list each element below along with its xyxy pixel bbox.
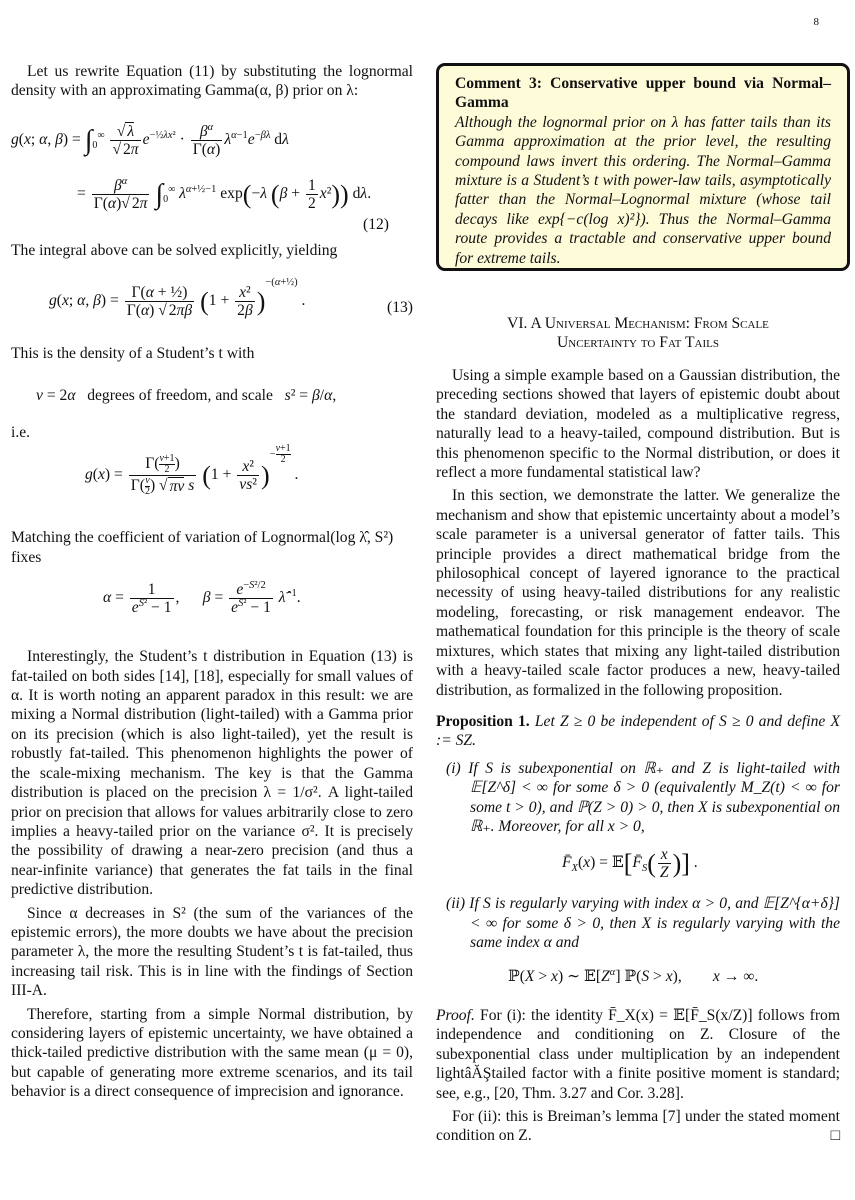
proof-text-2: For (ii): this is Breiman’s lemma [7] under the stated moment condition on Z. (436, 1108, 840, 1145)
proof-paragraph-1 (436, 1006, 840, 1103)
left-column (11, 62, 413, 1102)
comment-title: Comment 3: Conservative upper bound via Normal–Gamma (455, 75, 831, 112)
matching-sentence: Matching the coefficient of variation of Lognormal(log λ̂, S²) fixes (11, 529, 394, 566)
proof-text-1: For (i): the identity F̄_X(x) = 𝔼[F̄_S(x/Z)] follows from independence and conditioning on Z. Closure of the subexponential class under multiplication by an independent lightâĂŞtailed factor with a finite positive moment is standard; see, e.g., [20, Thm. 3.27 and Cor. 3.28]. (436, 1006, 840, 1102)
breiman-equation: ℙ(X > x) ∼ $𝔼[Z^\alpha]$ ℙ(S > x), x → ∞. (508, 966, 759, 985)
dof-equation: ν = 2α degrees of freedom, and scale s² = β/α, (36, 386, 337, 404)
proposition-label: Proposition 1. (436, 712, 530, 730)
comment-body: Although the lognormal prior on λ has fatter tails than its Gamma approximation at the prior level, the resulting compound laws invert this ordering. The Normal–Gamma mixture is a Student’s t with power-law tails, asymptotically fatter than the Normal–Lognormal mixture (whose tail decays like exp{−c(log x)²}). Thus the Normal–Gamma route provides a tractable and conservative upper bound for extreme tails. (455, 113, 831, 267)
section-paragraph-1: Using a simple example based on a Gaussian distribution, the preceding sections showed that layers of epistemic doubt about the standard deviation, modeled as a multiplicative regress, naturally lead to a heavy-tailed, compound distribution. But is this phenomenon specific to the Normal distribution, or does it reflect a more fundamental statistical law? (436, 367, 840, 482)
section-paragraph-2: In this section, we demonstrate the latter. We generalize the mechanism and show that epistemic uncertainty about a model’s scale parameter is a universal generator of fatter tails. This principle provides a direct mathematical bridge from the philosophical concept of layered ignorance to the practical necessity of using heavy-tailed distributions for any realistic modeling, forecasting, or risk management endeavor. The mathematical foundation for this principle is the theory of scale mixtures, which states that mixing any light-tailed distribution with a heavy-tailed scale factor produces a new, heavy-tailed distribution, as formalized in the following proposition. (436, 487, 840, 699)
conclusion-paragraph: Therefore, starting from a simple Normal distribution, by considering layers of epistemic uncertainty, we have obtained a thick-tailed predictive distribution with the same mean (μ = 0), but capable of generating more extreme scenarios, and its tail behavior is a direct consequence of imprecision and ignorance. (11, 1005, 413, 1101)
paradox-paragraph: Interestingly, the Student’s t distribution in Equation (13) is fat-tailed on both sides [14], [18], especially for small values of α. It is worth noting an apparent paradox in this result: we are mixing a Normal distribution (light-tailed) with a Gamma prior on its precision (which is also light-tailed), yet the result is robustly fat-tailed. This phenomenon highlights the power of the scale-mixing mechanism. The key is that the Gamma distribution is placed on the precision λ = 1/σ². A light-tailed prior on precision that allows for values arbitrarily close to zero implies a heavy-tailed prior on the variance σ². It is precisely the possibility of drawing a near-zero precision (and thus a near-infinite variance) that generates the fat tails in the final predictive distribution. (11, 648, 413, 899)
proposition-item-1: (i) If S is subexponential on ℝ₊ and Z is light-tailed with 𝔼[Z^δ] < ∞ for some δ > 0 (equivalently M_Z(t) < ∞ for some t > 0), and ℙ(Z > 0) > 0, then X is subexponential on ℝ₊. Moreover, for all x > 0, (446, 759, 840, 835)
intro-paragraph: Let us rewrite Equation (11) by substituting the lognormal density with an approximating Gamma(α, β) prior on λ: (11, 63, 413, 100)
survival-identity-equation: $F̄_X(x)$ = $𝔼[F̄_S$( $\frac{x}{Z}$ )] . (562, 846, 698, 882)
student-t-density: g(x) = Γ( $\frac{\nu+1}{2}$ ) Γ( $\frac{\nu}{2}$ ) √ πν s (1 + $\frac{\text{x²}}{\text{νs²}}$ )$^{- \frac{\nu+1}{2}}$ . (85, 443, 299, 498)
qed-symbol: □ (830, 1127, 840, 1145)
proof-paragraph-2 (436, 1107, 840, 1146)
section-title-line2: Uncertainty to Fat Tails (557, 334, 719, 351)
dof-text: degrees of freedom, and scale (87, 386, 273, 404)
proposition-item-2: (ii) If S is regularly varying with index α > 0, and 𝔼[Z^{α+δ}] < ∞ for some δ > 0, then X is regularly varying with the same index α and (446, 895, 840, 952)
section-title-line1: VI. A Universal Mechanism: From Scale (507, 315, 769, 332)
section-title (436, 314, 840, 352)
solve-sentence: The integral above can be solved explicitly, yielding (11, 241, 338, 259)
equation-13-number: (13) (387, 299, 413, 317)
proposition-text: Let Z ≥ 0 be independent of S ≥ 0 and define X := SZ. (436, 712, 840, 750)
ie-label: i.e. (11, 424, 31, 442)
proposition-items (442, 759, 840, 986)
equation-13: g(x; α, β) = $\frac{\text{Γ(α + ½)}}{\Gamma(\alpha) √ 2\pi\beta}$ (1 + $\frac{\text{x²}}{2\beta}$ )$^{-(\alpha+\frac{1}{2})}$ . (13) (49, 277, 413, 320)
alpha-paragraph: Since α decreases in S² (the sum of the variances of the epistemic errors), the more doubts we have about the precision parameter λ, the more the resulting Student’s t is fat-tailed, thus increasing tail risk. This is in line with the findings of Section III-A. (11, 904, 413, 1000)
right-column (436, 314, 840, 1146)
proposition-statement (436, 712, 840, 751)
alpha-beta-equation: α = $\frac{1}{e^{S^2} - 1}$ , β = $\frac{e^{-S^2/2}}{e^{S^2} - 1}$ λ̂$^{-1}$. (103, 580, 301, 617)
comment-box (436, 63, 850, 271)
page-number: 8 (813, 16, 819, 28)
equation-12: g(x; α, $\beta) = \int_0^\infty$ $\frac{√ \lambda}{√ 2\pi}$ $e^{-\frac{1}{2}\lambda x^2}$ · $\frac{\beta^\alpha}{\Gamma(\alpha)}$ $\lambda^{\alpha-1}e^{-\beta\lambda}$ dλ = $\frac{\beta^\alpha}{\Gamma(\alpha)√ 2\pi}$ $\int_0^\infty$ $\lambda^{\alpha+\frac{1}{2}-1}$ exp(−λ (β + $\frac{1}{2}$ x²)) dλ. (12) (11, 121, 389, 233)
student-sentence: This is the density of a Student’s t with (11, 345, 255, 363)
proof-label: Proof. (436, 1006, 475, 1024)
equation-12-number: (12) (363, 215, 389, 233)
